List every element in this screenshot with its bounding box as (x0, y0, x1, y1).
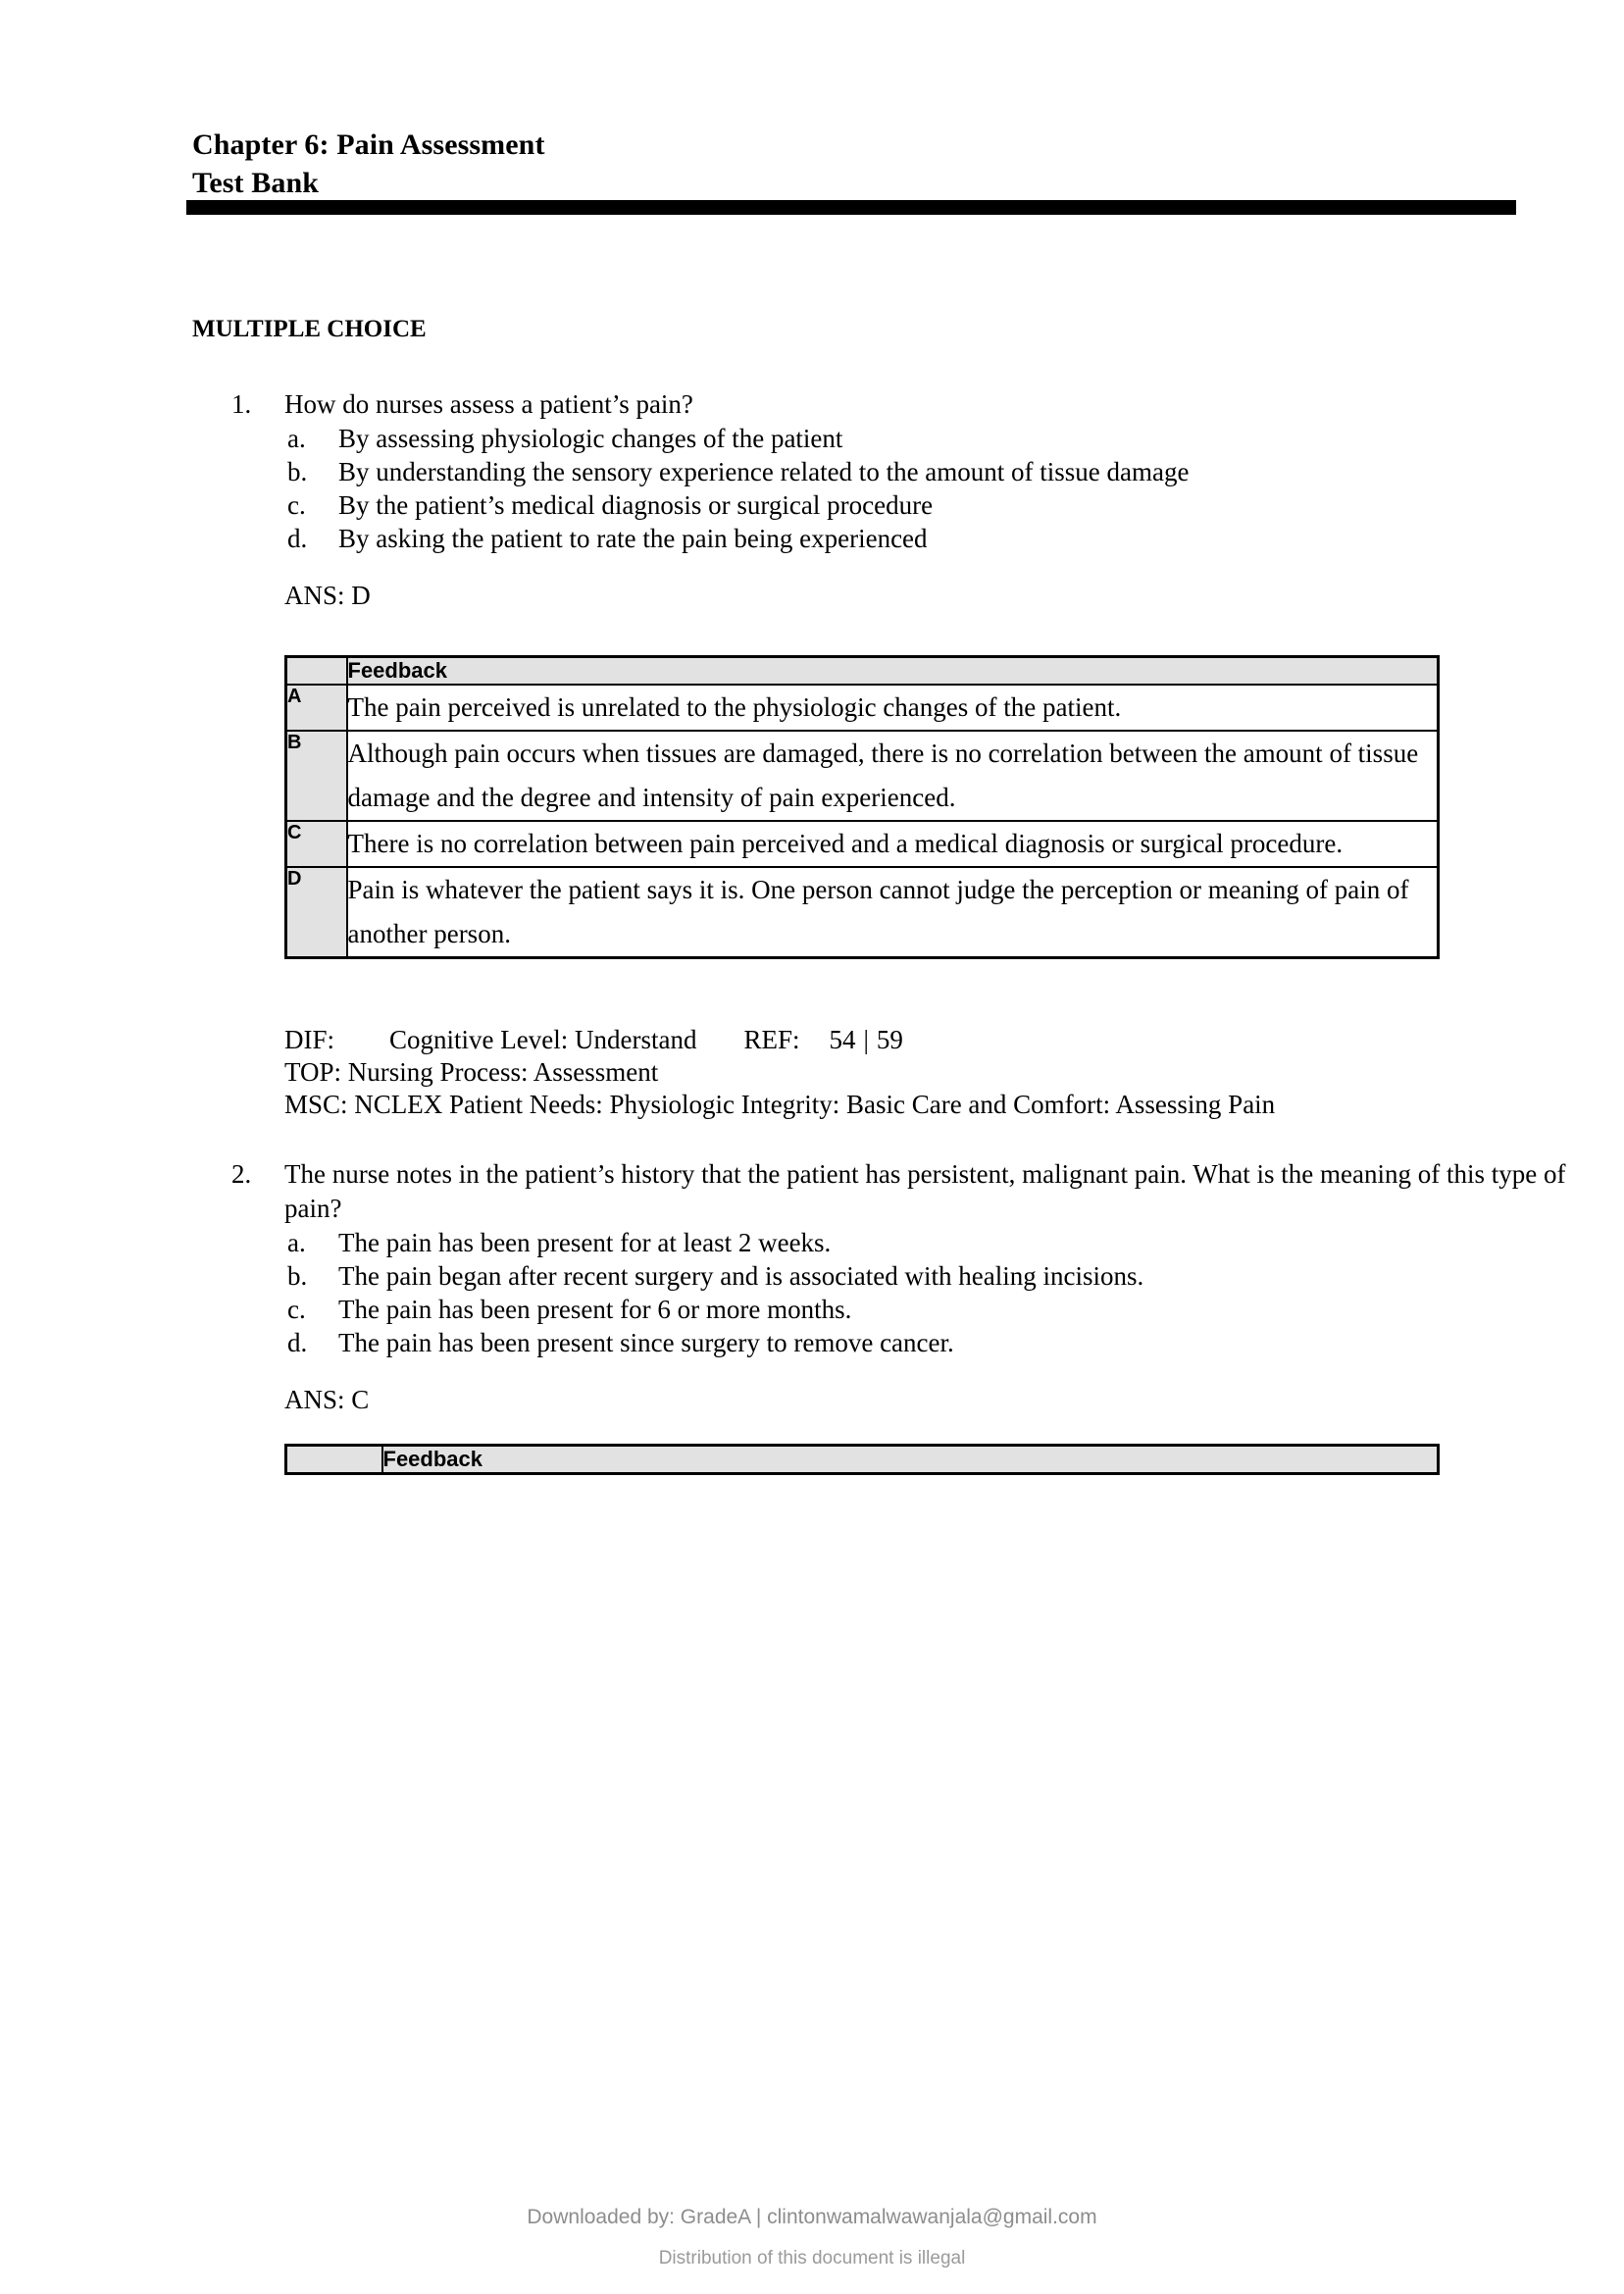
footer-distribution-notice: Distribution of this document is illegal (658, 2248, 966, 2269)
metadata-msc-line: MSC: NCLEX Patient Needs: Physiologic Integrity: Basic Care and Comfort: Assessing Pain (284, 1090, 1276, 1119)
feedback-row-letter: B (286, 731, 347, 821)
feedback-row-letter: D (286, 867, 347, 958)
ref-value-first: 54 (829, 1025, 856, 1054)
question-1-metadata (284, 1024, 1275, 1121)
header-blank-cell (286, 1446, 382, 1474)
option-text: By the patient’s medical diagnosis or surgical procedure (338, 490, 934, 520)
document-title-chapter: Chapter 6: Pain Assessment (192, 128, 545, 161)
question-block-1 (0, 387, 1624, 612)
question-2-answer: ANS: C (284, 1385, 370, 1414)
ref-label: REF: (743, 1025, 800, 1054)
feedback-row-text: There is no correlation between pain perceived and a medical diagnosis or surgical procedure. (347, 821, 1439, 867)
dif-value: Cognitive Level: Understand (389, 1025, 697, 1054)
option-text: The pain has been present since surgery to remove cancer. (338, 1328, 954, 1357)
option-letter: a. (287, 424, 306, 453)
table-header-row (286, 1446, 1439, 1474)
option-letter: c. (287, 1295, 306, 1324)
dif-label: DIF: (284, 1025, 335, 1054)
section-title-multiple-choice: MULTIPLE CHOICE (192, 316, 427, 342)
question-1-option-c[interactable] (0, 488, 1624, 522)
document-title-subtitle: Test Bank (192, 164, 319, 205)
ref-value-second: 59 (876, 1025, 903, 1054)
option-letter: b. (287, 457, 308, 486)
option-text: The pain has been present for at least 2 weeks. (338, 1228, 832, 1257)
question-2-option-c[interactable] (0, 1293, 1624, 1326)
table-row (286, 731, 1439, 821)
feedback-table-1 (284, 655, 1440, 959)
question-2-text: The nurse notes in the patient’s history that the patient has persistent, malignant pain. What is the meaning of this type of pain? (284, 1159, 1566, 1223)
question-2-options (0, 1226, 1624, 1359)
question-1-option-d[interactable] (0, 522, 1624, 555)
question-1-answer: ANS: D (284, 581, 371, 610)
table-row (286, 867, 1439, 958)
option-letter: d. (287, 524, 308, 553)
feedback-column-header: Feedback (347, 657, 1439, 686)
question-1-text: How do nurses assess a patient’s pain? (284, 389, 693, 419)
feedback-row-letter: C (286, 821, 347, 867)
question-2-number: 2. (231, 1159, 252, 1189)
footer-download-notice: Downloaded by: GradeA | clintonwamalwawanjala@gmail.com (527, 2206, 1097, 2228)
feedback-row-letter: A (286, 685, 347, 731)
feedback-table-2 (284, 1444, 1440, 1475)
table-row (286, 821, 1439, 867)
question-1-options (0, 422, 1624, 555)
option-text: By asking the patient to rate the pain being experienced (338, 524, 928, 553)
question-1-number: 1. (231, 389, 252, 419)
feedback-row-text: Pain is whatever the patient says it is. One person cannot judge the perception or meaning of pain of another person. (347, 867, 1439, 958)
question-2 (0, 1157, 1624, 1226)
option-letter: b. (287, 1261, 308, 1291)
feedback-row-text: Although pain occurs when tissues are damaged, there is no correlation between the amount of tissue damage and the degree and intensity of pain experienced. (347, 731, 1439, 821)
question-1-option-b[interactable] (0, 455, 1624, 488)
feedback-column-header: Feedback (382, 1446, 1439, 1474)
ref-separator: | (863, 1025, 869, 1054)
header-rule (186, 200, 1516, 215)
option-letter: c. (287, 490, 306, 520)
option-text: By assessing physiologic changes of the patient (338, 424, 843, 453)
header-blank-cell (286, 657, 347, 686)
question-block-2 (0, 1157, 1624, 1416)
question-1-option-a[interactable] (0, 422, 1624, 455)
option-text: By understanding the sensory experience related to the amount of tissue damage (338, 457, 1190, 486)
question-2-option-a[interactable] (0, 1226, 1624, 1259)
metadata-dif-ref-line (284, 1024, 1275, 1056)
option-letter: a. (287, 1228, 306, 1257)
feedback-row-text: The pain perceived is unrelated to the physiologic changes of the patient. (347, 685, 1439, 731)
option-text: The pain began after recent surgery and is associated with healing incisions. (338, 1261, 1144, 1291)
option-text: The pain has been present for 6 or more months. (338, 1295, 852, 1324)
table-header-row (286, 657, 1439, 686)
option-letter: d. (287, 1328, 308, 1357)
question-2-option-b[interactable] (0, 1259, 1624, 1293)
question-2-option-d[interactable] (0, 1326, 1624, 1359)
table-row (286, 685, 1439, 731)
metadata-top-line: TOP: Nursing Process: Assessment (284, 1057, 659, 1087)
document-header (192, 126, 1522, 205)
question-1 (0, 387, 1624, 422)
